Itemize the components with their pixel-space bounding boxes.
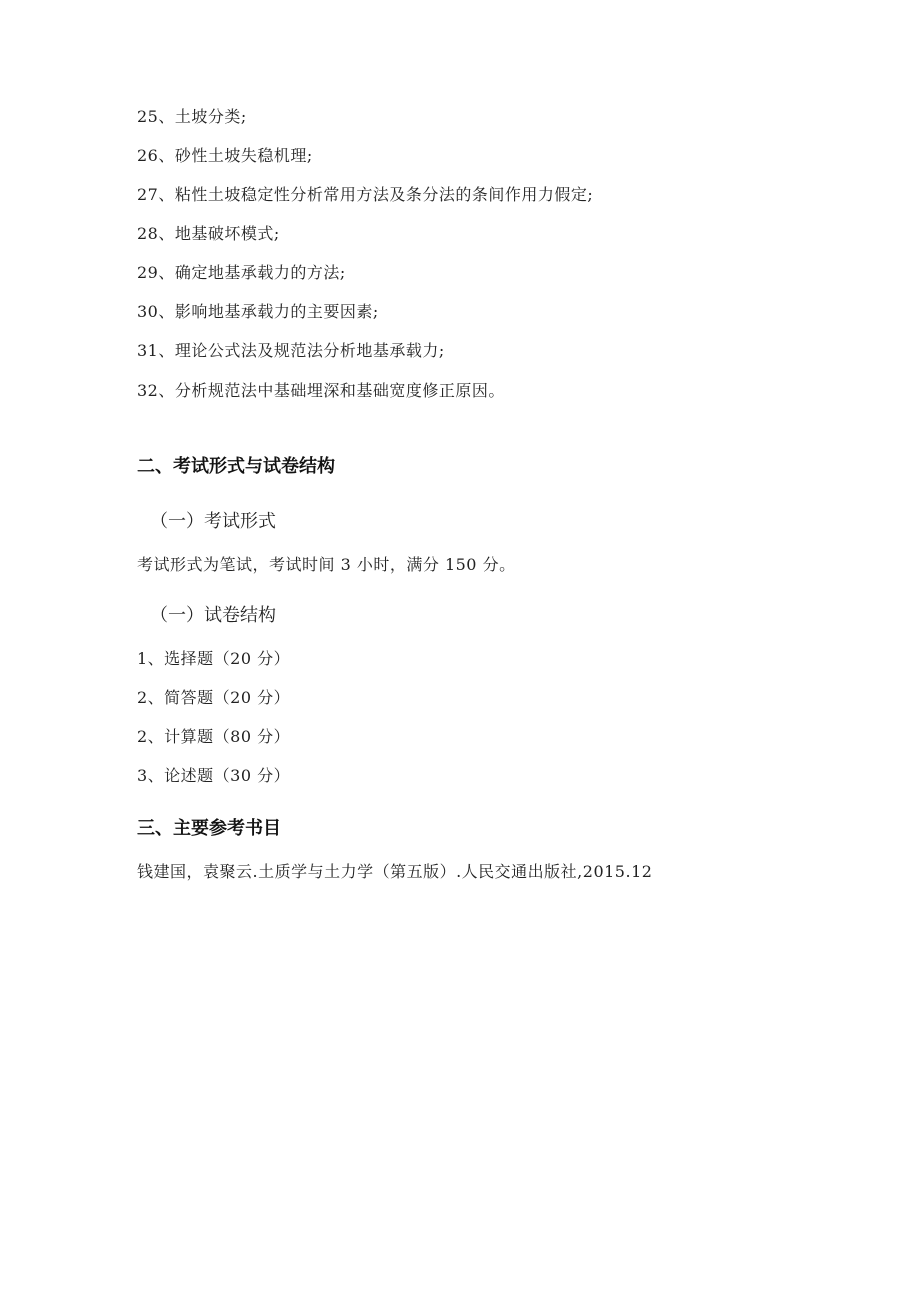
knowledge-point-28: 28、地基破坏模式;: [137, 224, 280, 243]
knowledge-point-30: 30、影响地基承载力的主要因素;: [137, 302, 379, 321]
section-2-heading: 二、考试形式与试卷结构: [137, 456, 335, 477]
exam-form-text: 考试形式为笔试，考试时间 3 小时，满分 150 分。: [137, 555, 516, 574]
structure-item-choice: 1、选择题（20 分）: [137, 649, 291, 668]
structure-item-calculation: 2、计算题（80 分）: [137, 727, 291, 746]
paper-structure-subheading: （一）试卷结构: [150, 605, 276, 626]
knowledge-point-25: 25、土坡分类;: [137, 107, 247, 126]
knowledge-point-29: 29、确定地基承载力的方法;: [137, 263, 346, 282]
reference-book: 钱建国，袁聚云.土质学与土力学（第五版）.人民交通出版社,2015.12: [137, 862, 653, 881]
structure-item-short-answer: 2、简答题（20 分）: [137, 688, 291, 707]
exam-form-subheading: （一）考试形式: [150, 511, 276, 532]
knowledge-point-31: 31、理论公式法及规范法分析地基承载力;: [137, 341, 445, 360]
knowledge-point-26: 26、砂性土坡失稳机理;: [137, 146, 313, 165]
section-3-heading: 三、主要参考书目: [137, 818, 281, 839]
structure-item-essay: 3、论述题（30 分）: [137, 766, 291, 785]
knowledge-point-27: 27、粘性土坡稳定性分析常用方法及条分法的条间作用力假定;: [137, 185, 594, 204]
knowledge-point-32: 32、分析规范法中基础埋深和基础宽度修正原因。: [137, 381, 505, 400]
